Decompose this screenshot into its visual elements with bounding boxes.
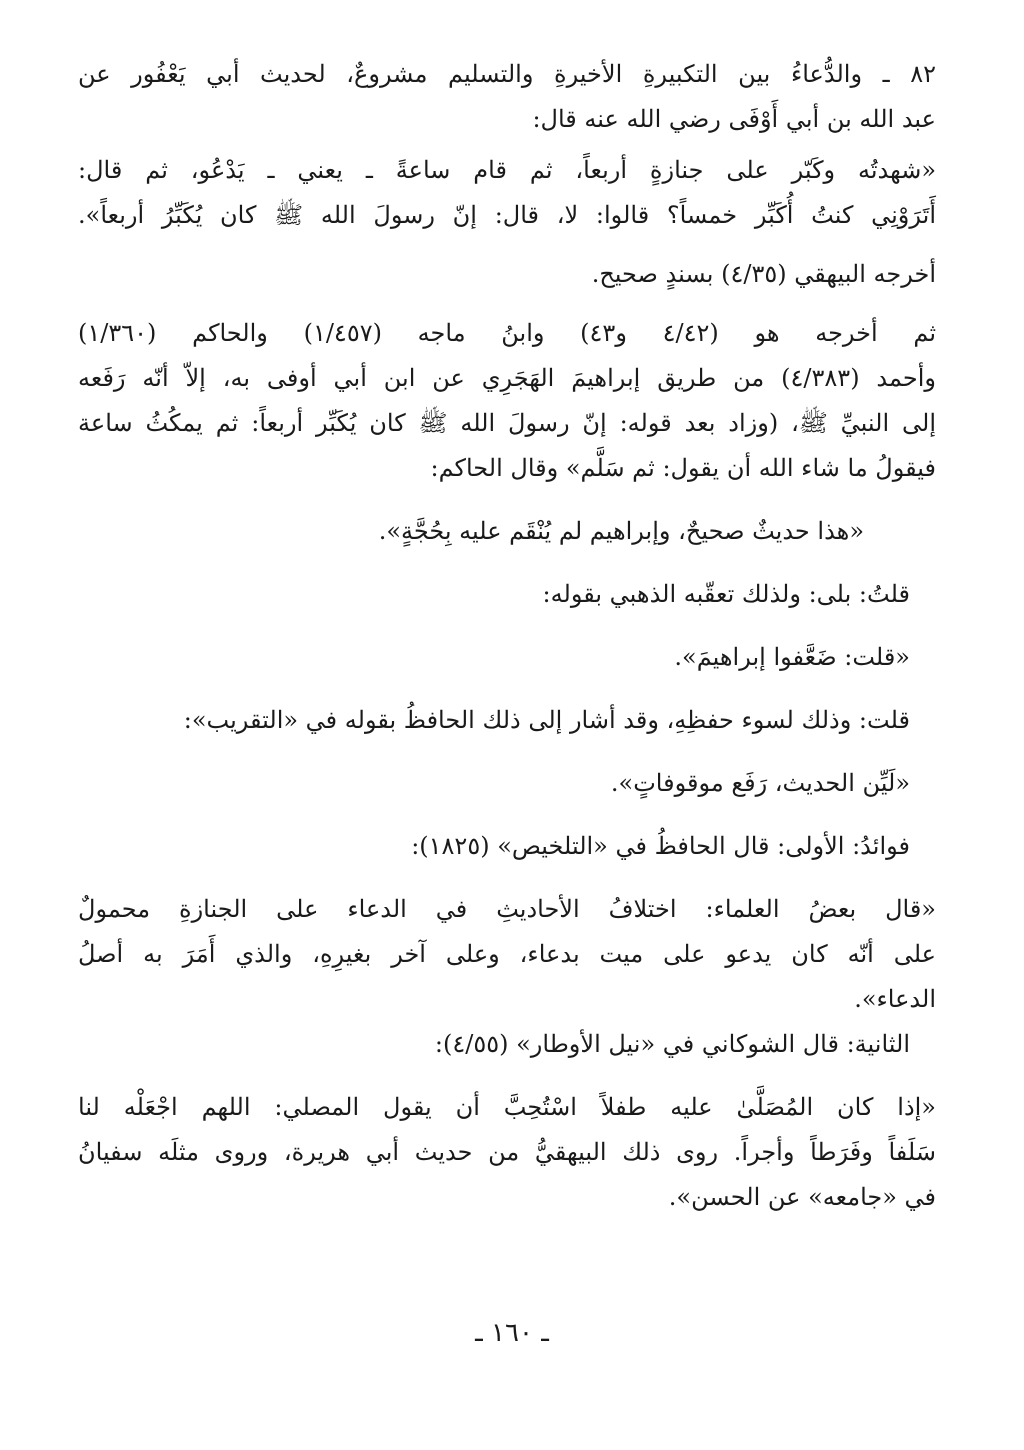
text-line: أخرجه البيهقي (٤/٣٥) بسندٍ صحيح.: [591, 260, 936, 288]
text-line: قلتُ: بلى: ولذلك تعقّبه الذهبي بقوله:: [542, 580, 910, 608]
text-line: فوائدُ: الأولى: قال الحافظُ في «التلخيص» (١٨٢٥):: [411, 832, 910, 860]
text-line: ٨٢ ـ والدُّعاءُ بين التكبيرةِ الأخيرةِ والتسليم مشروعٌ، لحديث أبي يَعْفُور عن: [78, 60, 936, 88]
quote-line: سَلَفاً وفَرَطاً وأجراً. روى ذلك البيهقيُّ من حديث أبي هريرة، وروى مثلَه سفيانُ: [78, 1138, 936, 1166]
quote-line: على أنّه كان يدعو على ميت بدعاء، وعلى آخر بغيرِهِ، والذي أَمَرَ به أصلُ: [78, 940, 936, 968]
quote-line: «قلت: ضَعَّفوا إبراهيمَ».: [674, 643, 910, 671]
page-body: [78, 52, 936, 1220]
quote-line: في «جامعه» عن الحسن».: [668, 1183, 936, 1211]
quote-line: «شهدتُه وكَبّر على جنازةٍ أربعاً، ثم قام ساعةً ـ يعني ـ يَدْعُو، ثم قال:: [78, 156, 936, 184]
text-line: عبد الله بن أبي أَوْفَى رضي الله عنه قال:: [532, 105, 936, 133]
page-number: ـ ١٦٠ ـ: [475, 1318, 549, 1348]
quote-line: «لَيِّن الحديث، رَفَع موقوفاتٍ».: [610, 769, 910, 797]
text-line: إلى النبيِّ ﷺ، (وزاد بعد قوله: إنّ رسولَ الله ﷺ كان يُكَبِّر أربعاً: ثم يمكُثُ ساعة: [78, 409, 936, 437]
quote-line: الدعاء».: [854, 985, 936, 1013]
quote-line: «إذا كان المُصَلَّىٰ عليه طفلاً اسْتُحِبَّ أن يقول المصلي: اللهم اجْعَلْه لنا: [78, 1093, 936, 1121]
text-line: قلت: وذلك لسوء حفظِهِ، وقد أشار إلى ذلك الحافظُ بقوله في «التقريب»:: [183, 706, 910, 734]
text-line: وأحمد (٤/٣٨٣) من طريق إبراهيمَ الهَجَرِي عن ابن أبي أوفى به، إلاّ أنّه رَفَعه: [78, 364, 937, 392]
text-line: ثم أخرجه هو (٤/٤٢ و٤٣) وابنُ ماجه (١/٤٥٧) والحاكم (١/٣٦٠): [78, 319, 937, 347]
quote-line: أَتَرَوْنِي كنتُ أُكَبِّر خمساً؟ قالوا: لا، قال: إنّ رسولَ الله ﷺ كان يُكَبِّرُ أربعاً».: [78, 201, 936, 229]
quote-line: «قال بعضُ العلماء: اختلافُ الأحاديثِ في الدعاء على الجنازةِ محمولٌ: [78, 895, 936, 923]
text-line: الثانية: قال الشوكاني في «نيل الأوطار» (٤/٥٥):: [434, 1030, 910, 1058]
text-line: فيقولُ ما شاء الله أن يقول: ثم سَلَّم» وقال الحاكم:: [430, 454, 936, 482]
quote-line: «هذا حديثٌ صحيحٌ، وإبراهيم لم يُنْقَم عليه بِحُجَّةٍ».: [378, 517, 864, 545]
